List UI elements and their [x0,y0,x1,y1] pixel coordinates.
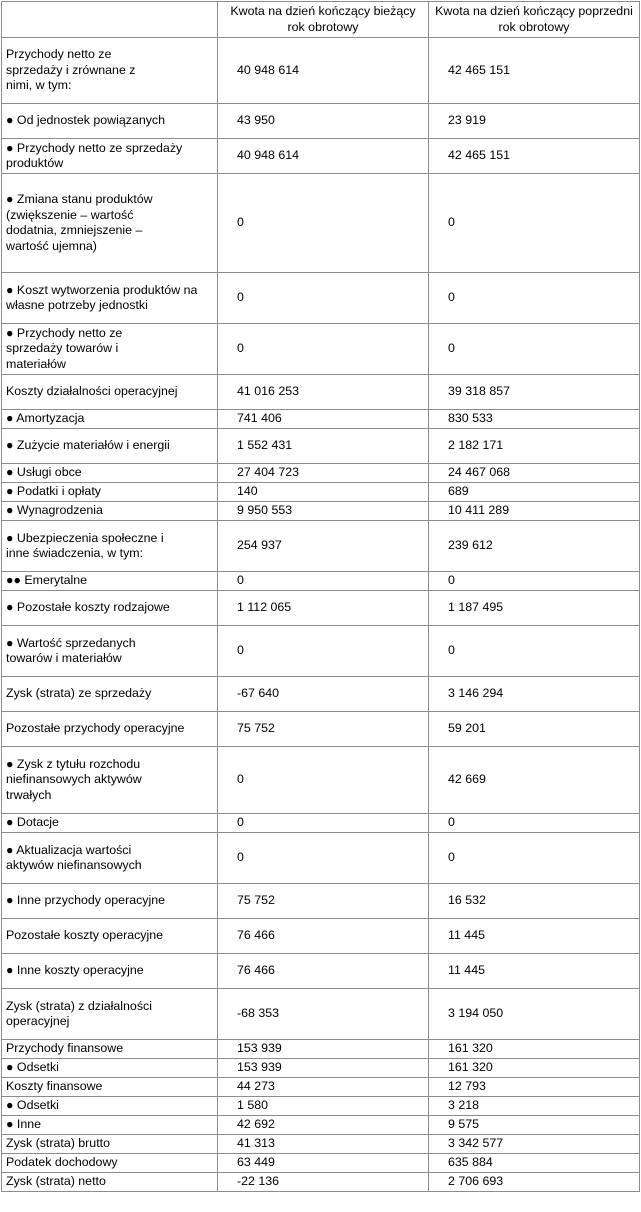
row-label: ● Amortyzacja [2,410,218,429]
row-previous-value: 0 [429,572,640,591]
row-label: Koszty działalności operacyjnej [2,375,218,410]
table-body [2,38,640,1192]
row-previous-value: 3 342 577 [429,1135,640,1154]
row-label: ● Wartość sprzedanych towarów i materiałów [2,626,218,677]
row-current-value: 40 948 614 [218,38,429,104]
row-label: ● Wynagrodzenia [2,502,218,521]
row-label: ● Inne koszty operacyjne [2,954,218,989]
table-row [2,139,640,174]
row-previous-value: 0 [429,174,640,273]
row-previous-value: 12 793 [429,1078,640,1097]
table-row [2,677,640,712]
row-label: ● Przychody netto ze sprzedaży towarów i materiałów [2,324,218,375]
table-row [2,410,640,429]
table-row [2,954,640,989]
row-previous-value: 0 [429,814,640,833]
row-previous-value: 24 467 068 [429,464,640,483]
table-row [2,1116,640,1135]
row-current-value: 1 112 065 [218,591,429,626]
row-current-value: 44 273 [218,1078,429,1097]
row-previous-value: 830 533 [429,410,640,429]
row-previous-value: 1 187 495 [429,591,640,626]
row-previous-value: 0 [429,324,640,375]
row-current-value: -22 136 [218,1173,429,1192]
row-label: ● Pozostałe koszty rodzajowe [2,591,218,626]
row-label: Pozostałe przychody operacyjne [2,712,218,747]
table-row [2,324,640,375]
row-previous-value: 42 465 151 [429,38,640,104]
table-row [2,712,640,747]
table-row [2,1059,640,1078]
table-row [2,38,640,104]
table-row [2,884,640,919]
row-current-value: 75 752 [218,884,429,919]
row-current-value: 1 580 [218,1097,429,1116]
table-row [2,919,640,954]
table-row [2,375,640,410]
row-label: ● Odsetki [2,1097,218,1116]
row-current-value: 27 404 723 [218,464,429,483]
row-previous-value: 11 445 [429,954,640,989]
header-previous-year: Kwota na dzień kończący poprzedni rok obrotowy [429,2,640,38]
table-row [2,833,640,884]
row-label: ● Inne przychody operacyjne [2,884,218,919]
row-label: ● Zużycie materiałów i energii [2,429,218,464]
table-row [2,464,640,483]
table-row [2,429,640,464]
row-label: Przychody finansowe [2,1040,218,1059]
row-previous-value: 3 194 050 [429,989,640,1040]
income-statement-table [1,1,640,1192]
row-previous-value: 239 612 [429,521,640,572]
row-current-value: 0 [218,572,429,591]
table-row [2,273,640,324]
table-row [2,521,640,572]
row-current-value: -68 353 [218,989,429,1040]
row-current-value: 40 948 614 [218,139,429,174]
row-previous-value: 39 318 857 [429,375,640,410]
row-previous-value: 0 [429,833,640,884]
table-row [2,1173,640,1192]
row-current-value: 153 939 [218,1059,429,1078]
row-previous-value: 42 669 [429,747,640,814]
row-current-value: 153 939 [218,1040,429,1059]
table-row [2,1078,640,1097]
row-previous-value: 59 201 [429,712,640,747]
row-previous-value: 0 [429,273,640,324]
row-current-value: 0 [218,273,429,324]
table-row [2,814,640,833]
row-label: ● Ubezpieczenia społeczne i inne świadczenia, w tym: [2,521,218,572]
table-row [2,626,640,677]
row-previous-value: 689 [429,483,640,502]
row-label: ● Zmiana stanu produktów (zwiększenie – wartość dodatnia, zmniejszenie – wartość ujemna) [2,174,218,273]
row-label: ● Podatki i opłaty [2,483,218,502]
row-label: Pozostałe koszty operacyjne [2,919,218,954]
row-current-value: 41 016 253 [218,375,429,410]
table-row [2,591,640,626]
row-label: ● Dotacje [2,814,218,833]
row-previous-value: 10 411 289 [429,502,640,521]
table-row [2,572,640,591]
row-label: ● Od jednostek powiązanych [2,104,218,139]
row-current-value: 76 466 [218,919,429,954]
row-label: Zysk (strata) netto [2,1173,218,1192]
row-previous-value: 3 146 294 [429,677,640,712]
table-row [2,1135,640,1154]
row-previous-value: 16 532 [429,884,640,919]
row-current-value: 0 [218,747,429,814]
table-row [2,174,640,273]
table-row [2,483,640,502]
table-row [2,1097,640,1116]
table-row [2,747,640,814]
row-label: Zysk (strata) brutto [2,1135,218,1154]
row-current-value: 41 313 [218,1135,429,1154]
row-label: ● Odsetki [2,1059,218,1078]
row-label: Zysk (strata) ze sprzedaży [2,677,218,712]
row-previous-value: 9 575 [429,1116,640,1135]
row-current-value: 741 406 [218,410,429,429]
table-row [2,1154,640,1173]
row-label: ● Usługi obce [2,464,218,483]
row-label: ●● Emerytalne [2,572,218,591]
row-previous-value: 0 [429,626,640,677]
row-label: Zysk (strata) z działalności operacyjnej [2,989,218,1040]
row-current-value: 76 466 [218,954,429,989]
table-row [2,1040,640,1059]
row-current-value: 0 [218,814,429,833]
row-current-value: 43 950 [218,104,429,139]
row-label: ● Przychody netto ze sprzedaży produktów [2,139,218,174]
row-label: ● Inne [2,1116,218,1135]
row-previous-value: 2 706 693 [429,1173,640,1192]
row-previous-value: 2 182 171 [429,429,640,464]
row-current-value: 0 [218,324,429,375]
table-header-row [2,2,640,38]
row-previous-value: 23 919 [429,104,640,139]
row-label: ● Aktualizacja wartości aktywów niefinansowych [2,833,218,884]
row-current-value: 63 449 [218,1154,429,1173]
header-label-cell [2,2,218,38]
row-current-value: 42 692 [218,1116,429,1135]
row-previous-value: 161 320 [429,1040,640,1059]
row-label: Przychody netto ze sprzedaży i zrównane z nimi, w tym: [2,38,218,104]
row-previous-value: 635 884 [429,1154,640,1173]
row-previous-value: 3 218 [429,1097,640,1116]
row-previous-value: 161 320 [429,1059,640,1078]
row-current-value: 0 [218,174,429,273]
row-current-value: 254 937 [218,521,429,572]
row-current-value: 75 752 [218,712,429,747]
row-current-value: 0 [218,626,429,677]
table-row [2,989,640,1040]
row-current-value: 1 552 431 [218,429,429,464]
row-previous-value: 42 465 151 [429,139,640,174]
row-label: ● Koszt wytworzenia produktów na własne potrzeby jednostki [2,273,218,324]
row-current-value: 0 [218,833,429,884]
row-label: ● Zysk z tytułu rozchodu niefinansowych aktywów trwałych [2,747,218,814]
row-current-value: -67 640 [218,677,429,712]
row-previous-value: 11 445 [429,919,640,954]
row-label: Podatek dochodowy [2,1154,218,1173]
table-row [2,502,640,521]
row-label: Koszty finansowe [2,1078,218,1097]
table-row [2,104,640,139]
row-current-value: 9 950 553 [218,502,429,521]
header-current-year: Kwota na dzień kończący bieżący rok obrotowy [218,2,429,38]
row-current-value: 140 [218,483,429,502]
